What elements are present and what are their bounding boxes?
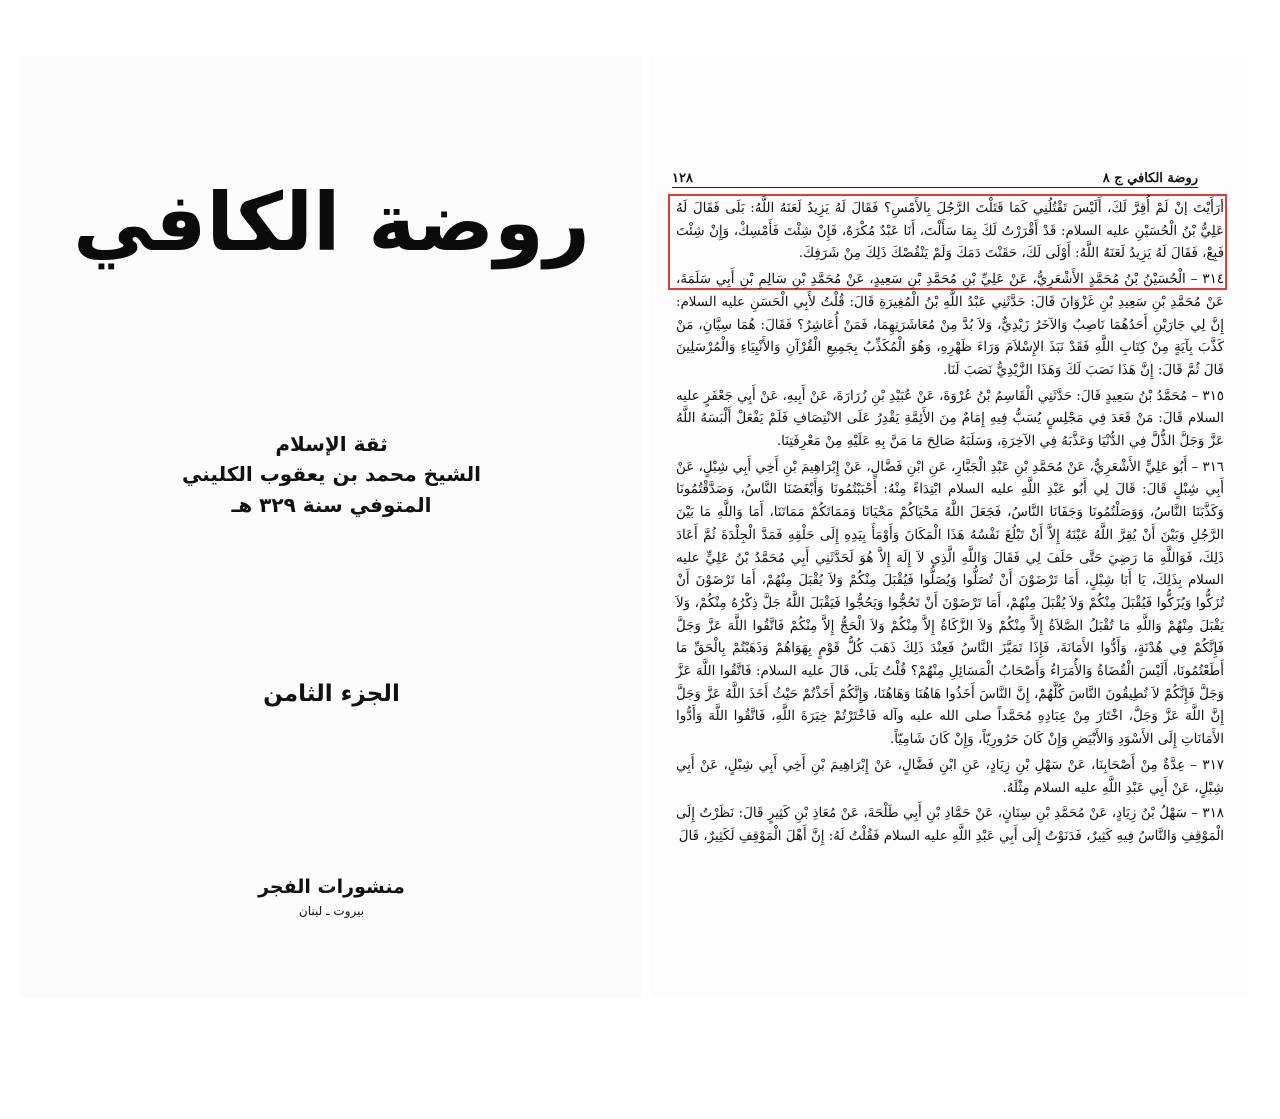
cover-title: روضة الكافي	[73, 176, 590, 269]
body-text	[676, 198, 1224, 849]
publisher-name: منشورات الفجر	[258, 876, 405, 898]
paragraph-315: ٣١٥ – مُحَمَّدُ بْنُ سَعِيدٍ قَالَ: حَدَّثَنِي الْقَاسِمُ بْنُ عُرْوَةَ، عَنْ عُبَيْدِ بْنِ زُرَارَةَ، عَنْ أَبِيهِ، عَنْ أَبِي جَعْفَرٍ عليه السلام قَالَ: مَنْ قَعَدَ فِي مَجْلِسٍ يُسَبُّ فِيهِ إِمَامٌ مِنَ الأَئِمَّةِ يَقْدِرُ عَلَى الانْتِصَافِ فَلَمْ يَفْعَلْ أَلْبَسَهُ اللَّهُ عَزَّ وَجَلَّ الذُّلَّ فِي الدُّنْيَا وَعَذَّبَهُ فِي الآخِرَةِ، وَسَلَبَهُ صَالِحَ مَا مَنَّ بِهِ عَلَيْهِ مِنْ مَعْرِفَتِنَا.	[676, 388, 1224, 450]
paragraph-318: ٣١٨ – سَهْلُ بْنُ زِيَادٍ، عَنْ مُحَمَّدِ بْنِ سِنَانٍ، عَنْ حَمَّادِ بْنِ أَبِي طَلْحَةَ، عَنْ مُعَاذِ بْنِ كَثِيرٍ قَالَ: نَظَرْتُ إِلَى الْمَوْقِفِ وَالنَّاسُ فِيهِ كَثِيرٌ، فَدَنَوْتُ إِلَى أَبِي عَبْدِ اللَّهِ عليه السلام فَقُلْتُ لَهُ: إِنَّ أَهْلَ الْمَوْقِفِ لَكَثِيرٌ، قَالَ	[676, 806, 1224, 844]
running-title: روضة الكافي ج ٨	[1102, 171, 1198, 186]
author-name: الشيخ محمد بن يعقوب الكليني	[182, 462, 481, 486]
paragraph-highlighted: أرَأَيْتَ إنْ لَمْ أُقِرَّ لَكَ، أَلَيْسَ تَقْتُلُنِي كَمَا قَتَلْتَ الرَّجُلَ بِالأَمْسِ؟ فَقَالَ لَهُ يَزِيدُ لَعَنَهُ اللَّهُ: بَلَى فَقَالَ لَهُ عَلِيُّ بْنُ الْحُسَيْنِ عليه السلام: قَدْ أَقْرَرْتُ لَكَ بِمَا سَأَلْتَ، أَنَا عَبْدٌ مُكْرَهٌ، فَإِنْ شِئْتَ فَأَمْسِكْ، وَإِنْ شِئْتَ فَبِعْ، فَقَالَ لَهُ يَزِيدُ لَعَنَهُ اللَّهُ: أَوْلَى لَكَ، حَقَنْتَ دَمَكَ وَلَمْ يَنْقُصْكَ ذَلِكَ مِنْ شَرَفِكَ.	[676, 201, 1224, 262]
paragraph-317: ٣١٧ – عِدَّةٌ مِنْ أَصْحَابِنَا، عَنْ سَهْلِ بْنِ زِيَادٍ، عَنِ ابْنِ فَضَّالٍ، عَنْ إِبْرَاهِيمَ بْنِ أَخِي أَبِي شِبْلٍ، عَنْ أَبِي شِبْلٍ، عَنْ أَبِي عَبْدِ اللَّهِ عليه السلام مِثْلَهُ.	[676, 757, 1224, 796]
volume-label: الجزء الثامن	[263, 681, 400, 707]
paragraph-316: ٣١٦ – أَبُو عَلِيٍّ الأَشْعَرِيُّ، عَنْ مُحَمَّدِ بْنِ عَبْدِ الْجَبَّارِ، عَنِ ابْنِ فَضَّالٍ، عَنْ إِبْرَاهِيمَ بْنِ أَخِي أَبِي شِبْلٍ، عَنْ أَبِي شِبْلٍ قَالَ: قَالَ لِي أَبُو عَبْدِ اللَّهِ عليه السلام ابْتِدَاءً مِنْهُ: أَحْبَبْتُمُونَا وَأَبْغَضَنَا النَّاسُ، وَصَدَّقْتُمُونَا وَكَذَّبَنَا النَّاسُ، وَوَصَلْتُمُونَا وَجَفَانَا النَّاسُ، فَجَعَلَ اللَّهُ مَحْيَاكُمْ مَحْيَانَا وَمَمَاتَكُمْ مَمَاتَنَا، أَمَا وَاللَّهِ مَا بَيْنَ الرَّجُلِ وَبَيْنَ أَنْ يُقِرَّ اللَّهُ عَيْنَهُ إِلاَّ أَنْ تَبْلُغَ نَفْسُهُ هَذَا الْمَكَانَ وَأَوْمَأَ بِيَدِهِ إِلَى حَلْقِهِ فَمَدَّ الْجِلْدَةَ ثُمَّ أَعَادَ ذَلِكَ، فَوَاللَّهِ مَا رَضِيَ حَتَّى حَلَفَ لِي فَقَالَ وَاللَّهِ الَّذِي لاَ إِلَهَ إِلاَّ هُوَ لَحَدَّثَنِي أَبِي مُحَمَّدُ بْنُ عَلِيٍّ عليه السلام بِذَلِكَ، يَا أَبَا شِبْلٍ، أَمَا تَرْضَوْنَ أَنْ تُصَلُّوا وَيُصَلُّوا فَيُقْبَلَ مِنْكُمْ وَلاَ يُقْبَلَ مِنْهُمْ، أَمَا تَرْضَوْنَ أَنْ تُزَكُّوا وَيُزَكُّوا فَيُقْبَلَ مِنْكُمْ وَلاَ يُقْبَلَ مِنْهُمْ، أَمَا تَرْضَوْنَ أَنْ تَحُجُّوا وَيَحُجُّوا فَيَقْبَلَ اللَّهُ جَلَّ ذِكْرُهُ مِنْكُمْ، وَلاَ يَقْبَلَ مِنْهُمْ وَاللَّهِ مَا تُقْبَلُ الصَّلاَةُ إِلاَّ مِنْكُمْ وَلاَ الزَّكَاةُ إِلاَّ مِنْكُمْ وَلاَ الْحَجُّ إِلاَّ مِنْكُمْ فَاتَّقُوا اللَّهَ عَزَّ وَجَلَّ فَإِنَّكُمْ فِي هُدْنَةٍ، وَأَدُّوا الأَمَانَةَ، فَإِذَا تَمَيَّزَ النَّاسُ فَعِنْدَ ذَلِكَ ذَهَبَ كُلُّ قَوْمٍ بِهَوَاهُمْ وَذَهَبْتُمْ بِالْحَقِّ مَا أَطَعْتُمُونَا، أَلَيْسَ الْقُضَاةُ وَالأُمَرَاءُ وَأَصْحَابُ الْمَسَائِلِ مِنْهُمْ؟ قُلْتُ بَلَى، قَالَ عليه السلام: فَاتَّقُوا اللَّهَ عَزَّ وَجَلَّ فَإِنَّكُمْ لاَ تُطِيقُونَ النَّاسَ كُلَّهُمْ، إِنَّ النَّاسَ أَخَذُوا هَاهُنَا وَهَاهُنَا، وَإِنَّكُمْ أَخَذْتُمْ حَيْثُ أَخَذَ اللَّهُ عَزَّ وَجَلَّ إِنَّ اللَّهَ عَزَّ وَجَلَّ، اخْتَارَ مِنْ عِبَادِهِ مُحَمَّداً صلى الله عليه وآله فَاخْتَرْتُمْ خِيَرَةَ اللَّهِ، فَاتَّقُوا اللَّهَ وَأَدُّوا الأَمَانَاتِ إِلَى الأَسْوَدِ وَالأَبْيَضِ وَإِنْ كَانَ حَرُورِيّاً، وَإِنْ كَانَ شَامِيّاً.	[676, 459, 1224, 748]
paragraph-314: ٣١٤ – الْحُسَيْنُ بْنُ مُحَمَّدٍ الأَشْعَرِيُّ، عَنْ عَلِيِّ بْنِ مُحَمَّدِ بْنِ سَعِيدٍ، عَنْ مُحَمَّدِ بْنِ سَالِمِ بْنِ أَبِي سَلَمَةَ، عَنْ مُحَمَّدِ بْنِ سَعِيدِ بْنِ غَزْوَانَ قَالَ: حَدَّثَنِي عَبْدُ اللَّهِ بْنُ الْمُغِيرَةِ قَالَ: قُلْتُ لأَبِي الْحَسَنِ عليه السلام: إِنَّ لِي جَارَيْنِ أَحَدُهُمَا نَاصِبٌ وَالآخَرُ زَيْدِيٌّ، وَلاَ بُدَّ مِنْ مُعَاشَرَتِهِمَا، فَمَنْ أُعَاشِرُ؟ فَقَالَ: هُمَا سِيَّانِ، مَنْ كَذَّبَ بِآيَةٍ مِنْ كِتَابِ اللَّهِ فَقَدْ نَبَذَ الإِسْلاَمَ وَرَاءَ ظَهْرِهِ، وَهُوَ الْمُكَذِّبُ بِجَمِيعِ الْقُرْآنِ وَالأَنْبِيَاءِ وَالْمُرْسَلِينَ قَالَ ثُمَّ قَالَ: إِنَّ هَذَا نَصَبَ لَكَ وَهَذَا الزَّيْدِيُّ نَصَبَ لَنَا.	[676, 272, 1224, 378]
publisher-city: بيروت ـ لبنان	[298, 904, 365, 918]
author-death-date: المتوفي سنة ٣٢٩ هـ	[231, 493, 432, 517]
running-header	[672, 171, 1198, 188]
page-number: ١٢٨	[672, 171, 693, 186]
author-honorific: ثقة الإسلام	[275, 432, 388, 456]
cover-page	[20, 56, 643, 998]
text-page	[650, 56, 1248, 998]
